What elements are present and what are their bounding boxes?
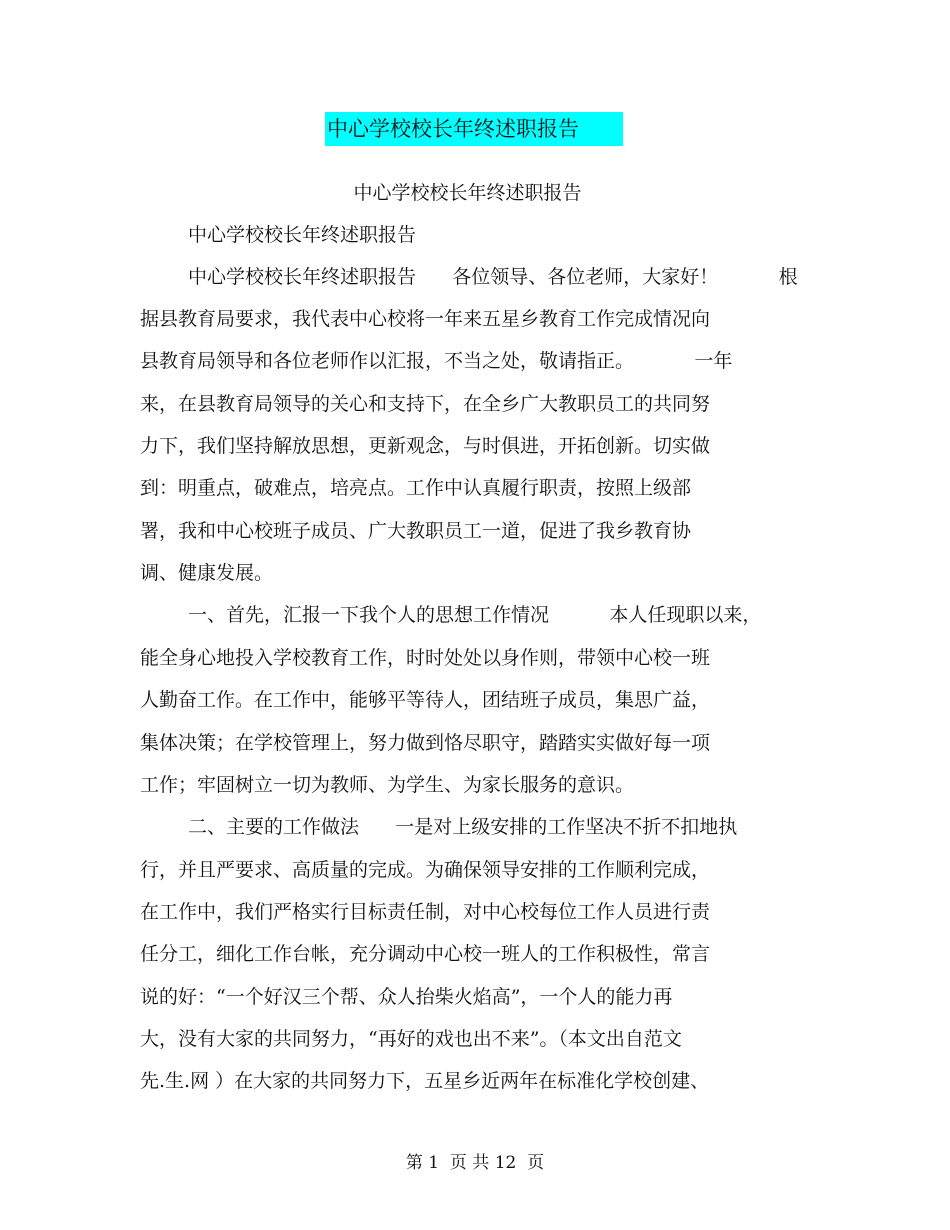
body-line: 到：明重点，破难点，培亮点。工作中认真履行职责，按照上级部: [140, 477, 692, 499]
body-line: 行，并且严要求、高质量的完成。为确保领导安排的工作顺利完成，: [140, 859, 711, 881]
body-line: 能全身心地投入学校教育工作，时时处处以身作则，带领中心校一班: [140, 647, 711, 669]
body-line: 任分工，细化工作台帐，充分调动中心校一班人的工作积极性，常言: [140, 943, 711, 965]
body-line: 一、首先，汇报一下我个人的思想工作情况 本人任现职以来，: [188, 604, 762, 626]
body-line: 二、主要的工作做法 一是对上级安排的工作坚决不折不扣地执: [188, 816, 738, 838]
body-line: 中心学校校长年终述职报告 各位领导、各位老师，大家好！ 根: [188, 266, 798, 288]
body-line: 力下，我们坚持解放思想，更新观念，与时俱进，开拓创新。切实做: [140, 435, 711, 457]
body-line: 县教育局领导和各位老师作以汇报，不当之处，敬请指正。 一年: [140, 350, 733, 372]
body-line: 大，没有大家的共同努力，“再好的戏也出不来”。（本文出自范文: [140, 1028, 682, 1050]
page-footer: 第 1 页 共 12 页: [405, 1153, 545, 1173]
body-line: 据县教育局要求，我代表中心校将一年来五星乡教育工作完成情况向: [140, 308, 711, 330]
body-line: 来，在县教育局领导的关心和支持下，在全乡广大教职员工的共同努: [140, 393, 711, 415]
document-title: 中心学校校长年终述职报告: [325, 112, 623, 146]
body-line: 中心学校校长年终述职报告: [188, 224, 417, 246]
body-line: 人勤奋工作。在工作中，能够平等待人，团结班子成员，集思广益，: [140, 689, 711, 711]
body-line: 先.生.网 ）在大家的共同努力下，五星乡近两年在标准化学校创建、: [140, 1070, 710, 1092]
body-line: 集体决策；在学校管理上，努力做到恪尽职守，踏踏实实做好每一项: [140, 732, 711, 754]
body-line: 在工作中，我们严格实行目标责任制，对中心校每位工作人员进行责: [140, 901, 711, 923]
document-subtitle: 中心学校校长年终述职报告: [353, 182, 582, 204]
body-line: 说的好：“一个好汉三个帮、众人抬柴火焰高”，一个人的能力再: [140, 986, 673, 1008]
body-line: 署，我和中心校班子成员、广大教职员工一道，促进了我乡教育协: [140, 520, 692, 542]
body-line: 调、健康发展。: [140, 562, 274, 584]
body-line: 工作；牢固树立一切为教师、为学生、为家长服务的意识。: [140, 774, 635, 796]
